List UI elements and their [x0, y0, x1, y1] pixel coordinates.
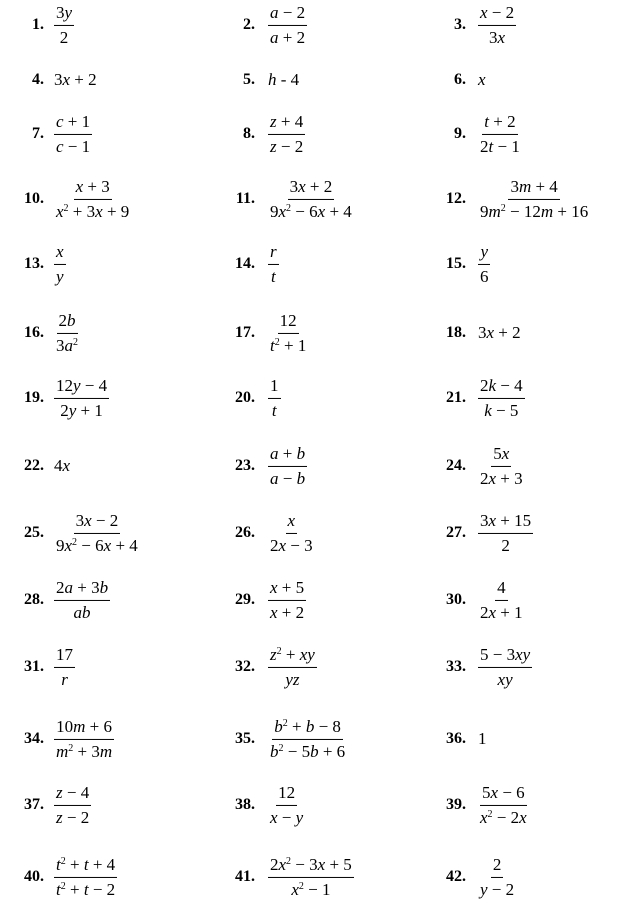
answer-expression [478, 729, 487, 749]
answer-item [0, 104, 640, 164]
denominator: 2x + 3 [480, 468, 523, 488]
fraction [478, 242, 491, 286]
answer-number: 26. [235, 524, 255, 541]
denominator: t [271, 400, 277, 420]
numerator: x [286, 511, 298, 534]
numerator: 5 − 3xy [478, 645, 532, 668]
answer-number: 29. [235, 591, 255, 608]
numerator: a − 2 [268, 3, 307, 26]
numerator: r [268, 242, 279, 265]
numerator: z + 4 [268, 112, 305, 135]
numerator: 1 [268, 376, 281, 399]
fraction [478, 444, 525, 488]
numerator: x + 5 [268, 578, 306, 601]
answer-text: 4x [54, 456, 71, 475]
answer-number: 11. [235, 190, 255, 207]
numerator: 12y − 4 [54, 376, 109, 399]
denominator: t [270, 266, 276, 286]
fraction [478, 112, 522, 156]
answer-item [0, 436, 640, 496]
denominator: 2y + 1 [60, 400, 103, 420]
answer-number: 40. [24, 868, 44, 885]
answer-number: 12. [446, 190, 466, 207]
answer-number: 18. [446, 324, 466, 341]
denominator: $b^2 - 5b + 6$ [270, 741, 346, 761]
denominator: 2x + 1 [480, 602, 523, 622]
answer-item [0, 637, 640, 697]
numerator: 2k − 4 [478, 376, 525, 399]
fraction [478, 783, 529, 827]
answer-number: 41. [235, 868, 255, 885]
answer-number: 13. [24, 255, 44, 272]
answer-item [0, 0, 640, 55]
numerator: 3x − 2 [74, 511, 121, 534]
answer-number: 21. [446, 389, 466, 406]
answer-expression [478, 444, 525, 488]
answer-expression [478, 242, 491, 286]
answer-expression [478, 177, 590, 221]
answer-text: 1 [478, 729, 487, 748]
denominator: 6 [480, 266, 489, 286]
answer-number: 32. [235, 658, 255, 675]
answer-text: x [478, 70, 486, 89]
numerator: 2 [491, 855, 504, 878]
answer-number: 5. [243, 71, 255, 88]
numerator: $z^2$ + xy [268, 645, 317, 668]
numerator: z − 4 [54, 783, 91, 806]
answer-expression [478, 645, 532, 689]
answer-expression [478, 323, 521, 343]
numerator: 12 [276, 783, 297, 806]
answer-number: 14. [235, 255, 255, 272]
numerator: $t^2 + t + 4$ [54, 855, 117, 878]
answer-number: 28. [24, 591, 44, 608]
answer-number: 15. [446, 255, 466, 272]
fraction [478, 3, 516, 47]
answer-number: 25. [24, 524, 44, 541]
answer-number: 22. [24, 457, 44, 474]
answer-number: 1. [32, 16, 44, 33]
denominator: 3x [489, 27, 506, 47]
numerator: $b^2 + b - 8$ [272, 717, 343, 740]
answer-number: 16. [24, 324, 44, 341]
answer-number: 6. [454, 71, 466, 88]
numerator: 2a + 3b [54, 578, 110, 601]
denominator: z − 2 [270, 136, 304, 156]
denominator: $t^2 + t - 2$ [56, 879, 116, 899]
answer-item [0, 503, 640, 563]
numerator: x + 3 [74, 177, 112, 200]
answer-item [0, 368, 640, 428]
numerator: y [478, 242, 490, 265]
denominator: y − 2 [480, 879, 515, 899]
answer-text: 3x + 2 [54, 70, 97, 89]
answer-number: 38. [235, 796, 255, 813]
answer-item [0, 50, 640, 110]
answer-item [0, 775, 640, 835]
numerator: x [54, 242, 66, 265]
denominator: $x^2 - 2x$ [480, 807, 527, 827]
answer-number: 17. [235, 324, 255, 341]
denominator: $m^2 + 3m$ [56, 741, 113, 761]
denominator: a − b [270, 468, 306, 488]
answer-expression [478, 783, 529, 827]
answer-expression [478, 70, 486, 90]
denominator: $9m^2 - 12m + 16$ [480, 201, 589, 221]
answer-item [0, 847, 640, 907]
denominator: c − 1 [56, 136, 91, 156]
denominator: y [56, 266, 64, 286]
denominator: $9x^2 - 6x + 4$ [270, 201, 352, 221]
numerator: 12 [278, 311, 299, 334]
answer-number: 36. [446, 730, 466, 747]
numerator: 2b [57, 311, 78, 334]
denominator: 2 [501, 535, 510, 555]
numerator: c + 1 [54, 112, 92, 135]
fraction [478, 855, 516, 899]
answer-number: 35. [235, 730, 255, 747]
numerator: 17 [54, 645, 75, 668]
denominator: 2x − 3 [270, 535, 313, 555]
answer-expression [478, 3, 516, 47]
numerator: $2x^2 - 3x + 5$ [268, 855, 354, 878]
answer-number: 4. [32, 71, 44, 88]
denominator: a + 2 [270, 27, 306, 47]
answer-number: 19. [24, 389, 44, 406]
answer-number: 9. [454, 125, 466, 142]
answer-number: 3. [454, 16, 466, 33]
denominator: $9x^2 - 6x + 4$ [56, 535, 138, 555]
answer-number: 30. [446, 591, 466, 608]
fraction [478, 376, 525, 420]
answer-text: h - 4 [268, 70, 300, 89]
answer-text: 3x + 2 [478, 323, 521, 342]
numerator: 5x − 6 [480, 783, 527, 806]
answer-item [0, 303, 640, 363]
answer-number: 2. [243, 16, 255, 33]
answer-item [0, 570, 640, 630]
denominator: $3a^2$ [56, 335, 78, 355]
denominator: $x^2 - 1$ [291, 879, 331, 899]
numerator: 3y [54, 3, 74, 26]
answer-number: 27. [446, 524, 466, 541]
answer-number: 42. [446, 868, 466, 885]
answer-number: 23. [235, 457, 255, 474]
denominator: $x^2 + 3x + 9$ [56, 201, 130, 221]
denominator: xy [497, 669, 513, 689]
numerator: x − 2 [478, 3, 516, 26]
answer-expression [478, 855, 516, 899]
answer-item [0, 709, 640, 769]
numerator: a + b [268, 444, 307, 467]
denominator: x − y [270, 807, 304, 827]
answer-expression [478, 112, 522, 156]
answer-number: 37. [24, 796, 44, 813]
denominator: r [61, 669, 68, 689]
denominator: yz [285, 669, 300, 689]
answer-expression [478, 376, 525, 420]
numerator: 3m + 4 [508, 177, 559, 200]
denominator: z − 2 [56, 807, 90, 827]
numerator: 3x + 2 [288, 177, 335, 200]
answer-item [0, 234, 640, 294]
answer-number: 31. [24, 658, 44, 675]
answer-number: 34. [24, 730, 44, 747]
answer-number: 7. [32, 125, 44, 142]
answer-number: 24. [446, 457, 466, 474]
answer-number: 39. [446, 796, 466, 813]
numerator: t + 2 [482, 112, 517, 135]
denominator: 2t − 1 [480, 136, 520, 156]
answer-expression [478, 511, 533, 555]
answer-number: 10. [24, 190, 44, 207]
answer-number: 20. [235, 389, 255, 406]
numerator: 4 [495, 578, 508, 601]
denominator: 2 [59, 27, 69, 47]
fraction [478, 578, 525, 622]
answer-number: 8. [243, 125, 255, 142]
fraction [478, 511, 533, 555]
numerator: 5x [491, 444, 511, 467]
denominator: x + 2 [270, 602, 305, 622]
answer-number: 33. [446, 658, 466, 675]
fraction [478, 177, 590, 221]
denominator: $t^2 + 1$ [270, 335, 307, 355]
answer-expression [478, 578, 525, 622]
numerator: 10m + 6 [54, 717, 114, 740]
numerator: 3x + 15 [478, 511, 533, 534]
answer-item [0, 169, 640, 229]
denominator: ab [73, 602, 91, 622]
denominator: k − 5 [484, 400, 519, 420]
fraction [478, 645, 532, 689]
